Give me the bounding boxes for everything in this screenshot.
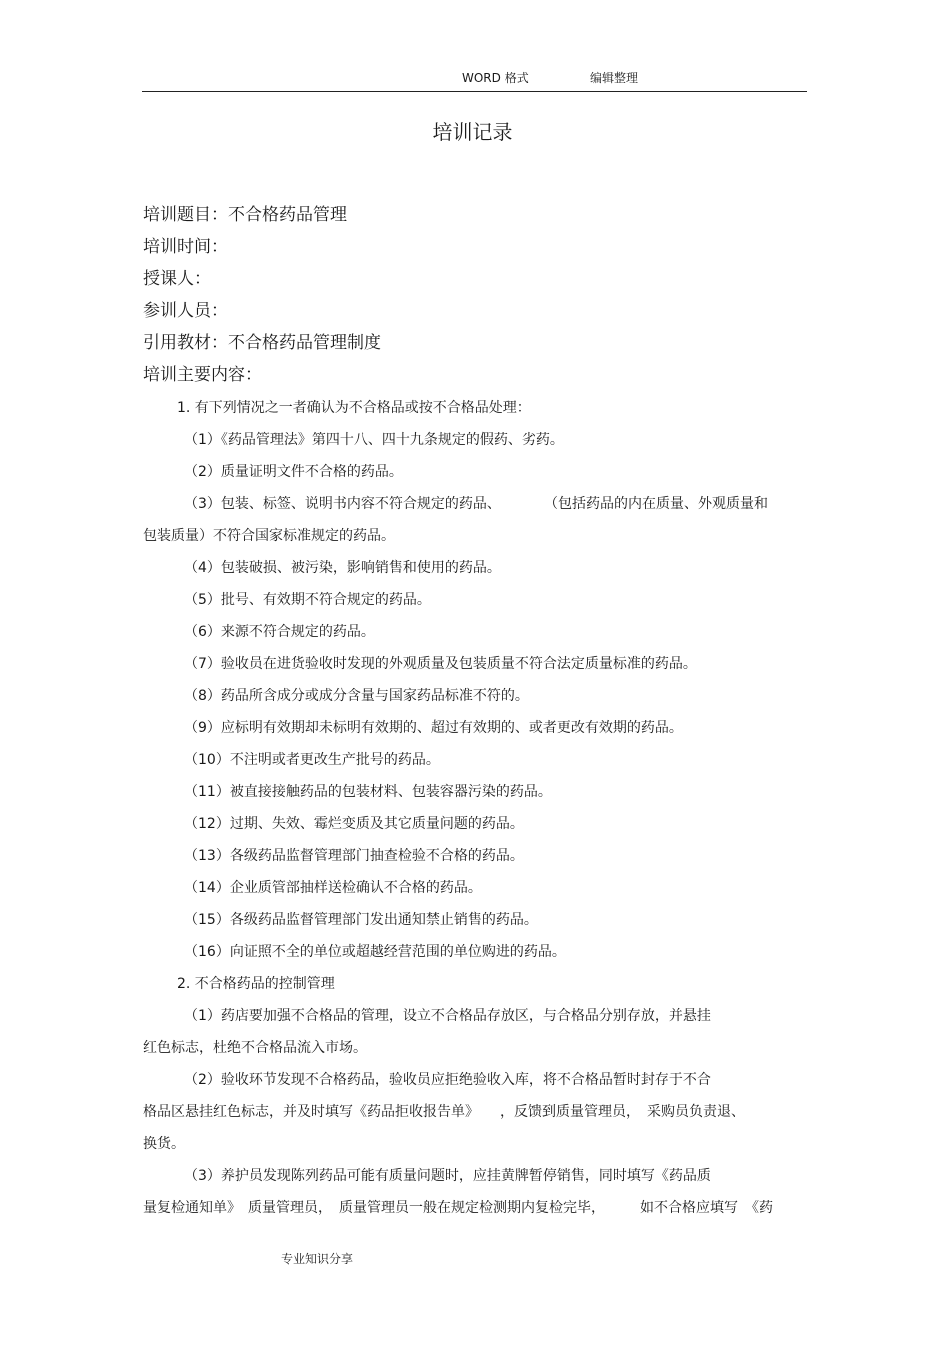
list-item: （2）质量证明文件不合格的药品。 <box>184 464 403 480</box>
list-item: （12）过期、失效、霉烂变质及其它质量问题的药品。 <box>184 816 524 832</box>
field-content-label: 培训主要内容： <box>143 365 262 385</box>
footer-text: 专业知识分享 <box>281 1252 354 1266</box>
list-item: （16）向证照不全的单位或超越经营范围的单位购进的药品。 <box>184 944 566 960</box>
section1-heading: 1. 有下列情况之一者确认为不合格品或按不合格品处理： <box>177 400 531 416</box>
list-item: （8）药品所含成分或成分含量与国家药品标准不符的。 <box>184 688 529 704</box>
list-item: （1）《药品管理法》第四十八、四十九条规定的假药、劣药。 <box>184 432 564 448</box>
list-item-wrap: 包装质量）不符合国家标准规定的药品。 <box>143 528 395 544</box>
paragraph-line: 量复检通知单》 质量管理员， 质量管理员一般在规定检测期内复检完毕， 如不合格应填写 《药 <box>143 1200 773 1216</box>
list-item: （11）被直接接触药品的包装材料、包装容器污染的药品。 <box>184 784 552 800</box>
list-item: （9）应标明有效期却未标明有效期的、超过有效期的、或者更改有效期的药品。 <box>184 720 683 736</box>
paragraph-line: 换货。 <box>143 1136 185 1152</box>
list-item: （5）批号、有效期不符合规定的药品。 <box>184 592 431 608</box>
field-lecturer: 授课人： <box>143 269 211 289</box>
paragraph-line: （2）验收环节发现不合格药品，验收员应拒绝验收入库，将不合格品暂时封存于不合 <box>184 1072 711 1088</box>
header-divider <box>142 91 807 92</box>
list-item: （3）包装、标签、说明书内容不符合规定的药品、 <box>184 496 501 512</box>
list-item: （13）各级药品监督管理部门抽查检验不合格的药品。 <box>184 848 524 864</box>
list-item: （4）包装破损、被污染，影响销售和使用的药品。 <box>184 560 501 576</box>
list-item: （14）企业质管部抽样送检确认不合格的药品。 <box>184 880 482 896</box>
list-item: （15）各级药品监督管理部门发出通知禁止销售的药品。 <box>184 912 538 928</box>
header-edit-label: 编辑整理 <box>590 71 639 85</box>
list-item: （7）验收员在进货验收时发现的外观质量及包装质量不符合法定质量标准的药品。 <box>184 656 697 672</box>
field-attendees: 参训人员： <box>143 301 228 321</box>
paragraph-line: （1）药店要加强不合格品的管理，设立不合格品存放区，与合格品分别存放，并悬挂 <box>184 1008 711 1024</box>
paragraph-line: 格品区悬挂红色标志，并及时填写《药品拒收报告单》 ，反馈到质量管理员， 采购员负责退、 <box>143 1104 745 1120</box>
list-item: （10）不注明或者更改生产批号的药品。 <box>184 752 440 768</box>
paragraph-line: 红色标志，杜绝不合格品流入市场。 <box>143 1040 367 1056</box>
list-item-continuation: （包括药品的内在质量、外观质量和 <box>544 496 768 512</box>
page-title: 培训记录 <box>432 120 513 144</box>
field-time: 培训时间： <box>143 237 228 257</box>
list-item: （6）来源不符合规定的药品。 <box>184 624 375 640</box>
field-topic: 培训题目：不合格药品管理 <box>143 205 347 225</box>
section2-heading: 2. 不合格药品的控制管理 <box>177 976 335 992</box>
header-format-label: WORD 格式 <box>462 71 529 85</box>
paragraph-line: （3）养护员发现陈列药品可能有质量问题时，应挂黄牌暂停销售，同时填写《药品质 <box>184 1168 711 1184</box>
field-material: 引用教材：不合格药品管理制度 <box>143 333 381 353</box>
